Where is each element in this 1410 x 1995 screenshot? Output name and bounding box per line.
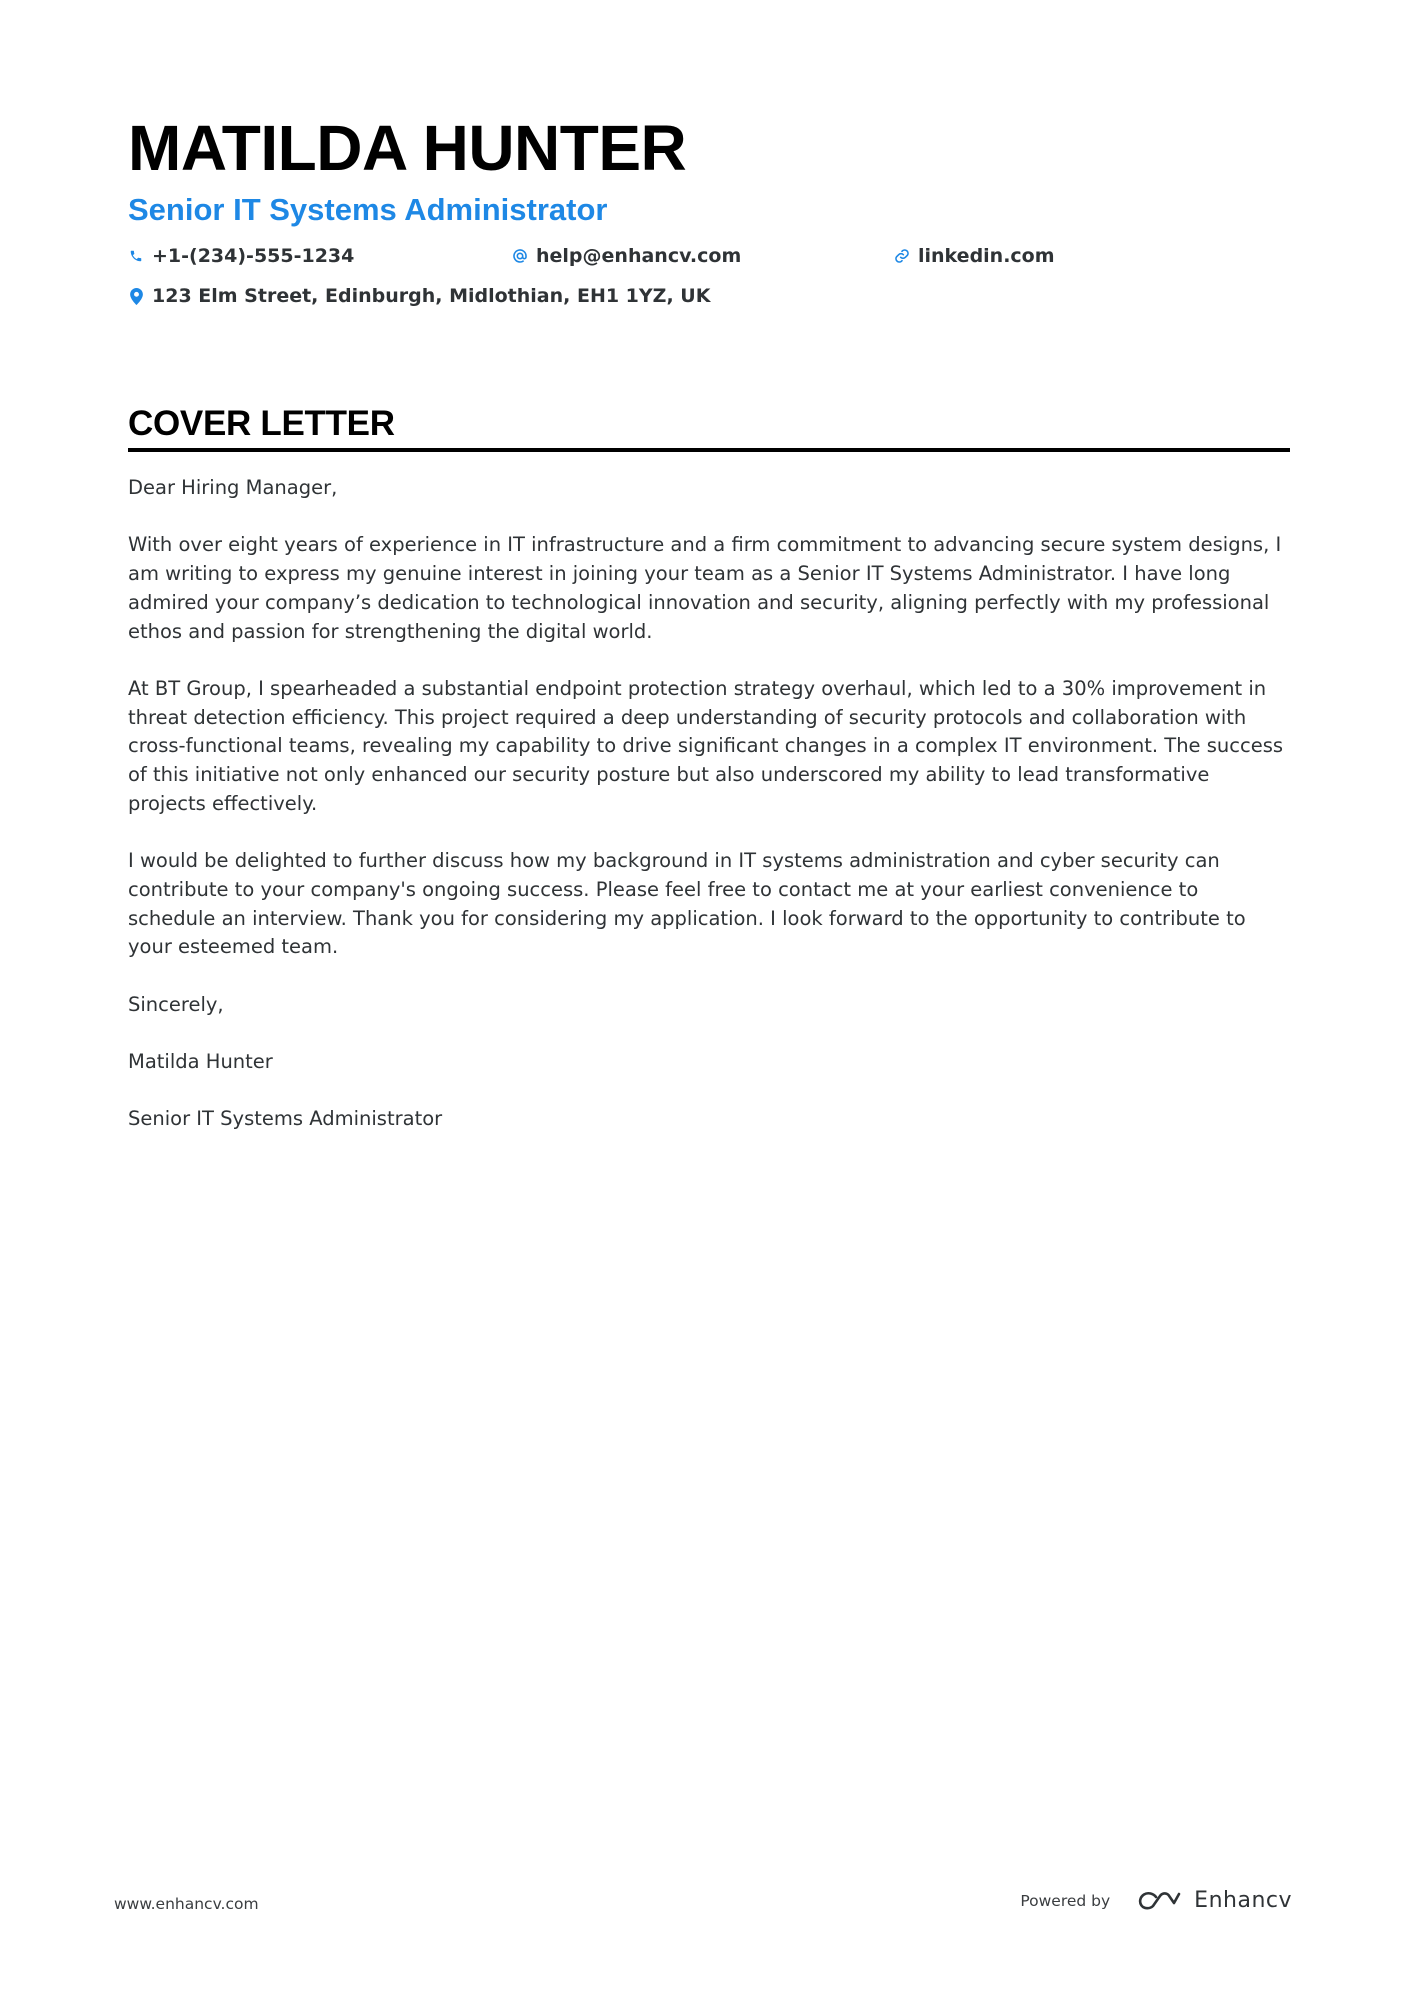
cover-letter-page xyxy=(128,108,1290,1163)
location-pin-icon xyxy=(128,287,144,305)
brand-name: Enhancv xyxy=(1194,1888,1292,1913)
enhancv-logo-icon xyxy=(1136,1889,1182,1913)
section-divider xyxy=(128,448,1290,452)
candidate-job-title: Senior IT Systems Administrator xyxy=(128,192,608,227)
contact-address xyxy=(128,284,710,308)
signature-name: Matilda Hunter xyxy=(128,1049,273,1073)
footer-branding[interactable] xyxy=(1020,1888,1292,1913)
contact-info xyxy=(128,244,1290,320)
link-icon xyxy=(894,247,910,265)
footer-website-link[interactable]: www.enhancv.com xyxy=(114,1895,259,1913)
letter-paragraph: At BT Group, I spearheaded a substantial endpoint protection strategy overhaul, which led to a 30% improvement in threat detection efficiency. This project required a deep understanding of security protocols and collaboration with cross-functional teams, revealing my capability to drive significant changes in a complex IT environment. The success of this initiative not only enhanced our security posture but also underscored my ability to lead transformative projects effectively. xyxy=(128,676,1284,815)
letter-body xyxy=(128,474,1290,1134)
salutation: Dear Hiring Manager, xyxy=(128,476,338,499)
section-title: COVER LETTER xyxy=(128,404,395,443)
letter-paragraph: I would be delighted to further discuss how my background in IT systems administration and cyber security can contribute to your company's ongoing success. Please feel free to contact me at your earliest convenience to schedule an interview. Thank you for considering my application. I look forward to the opportunity to contribute to your esteemed team. xyxy=(128,849,1246,959)
address-text: 123 Elm Street, Edinburgh, Midlothian, EH1 1YZ, UK xyxy=(152,285,711,307)
powered-by-label: Powered by xyxy=(1020,1891,1111,1910)
contact-linkedin[interactable] xyxy=(894,244,1055,268)
signature-title: Senior IT Systems Administrator xyxy=(128,1107,443,1131)
contact-email[interactable] xyxy=(512,244,741,268)
letter-paragraph: With over eight years of experience in IT infrastructure and a firm commitment to advancing secure system designs, I am writing to express my genuine interest in joining your team as a Senior IT Systems Administrator. I have long admired your company’s dedication to technological innovation and security, aligning perfectly with my professional ethos and passion for strengthening the digital world. xyxy=(128,533,1282,643)
phone-icon xyxy=(128,247,144,265)
linkedin-text: linkedin.com xyxy=(918,245,1055,267)
contact-phone[interactable] xyxy=(128,244,354,268)
phone-text: +1-(234)-555-1234 xyxy=(152,245,355,267)
candidate-name: MATILDA HUNTER xyxy=(128,112,687,184)
email-text: help@enhancv.com xyxy=(536,245,742,267)
at-icon xyxy=(512,247,528,265)
closing: Sincerely, xyxy=(128,992,224,1016)
